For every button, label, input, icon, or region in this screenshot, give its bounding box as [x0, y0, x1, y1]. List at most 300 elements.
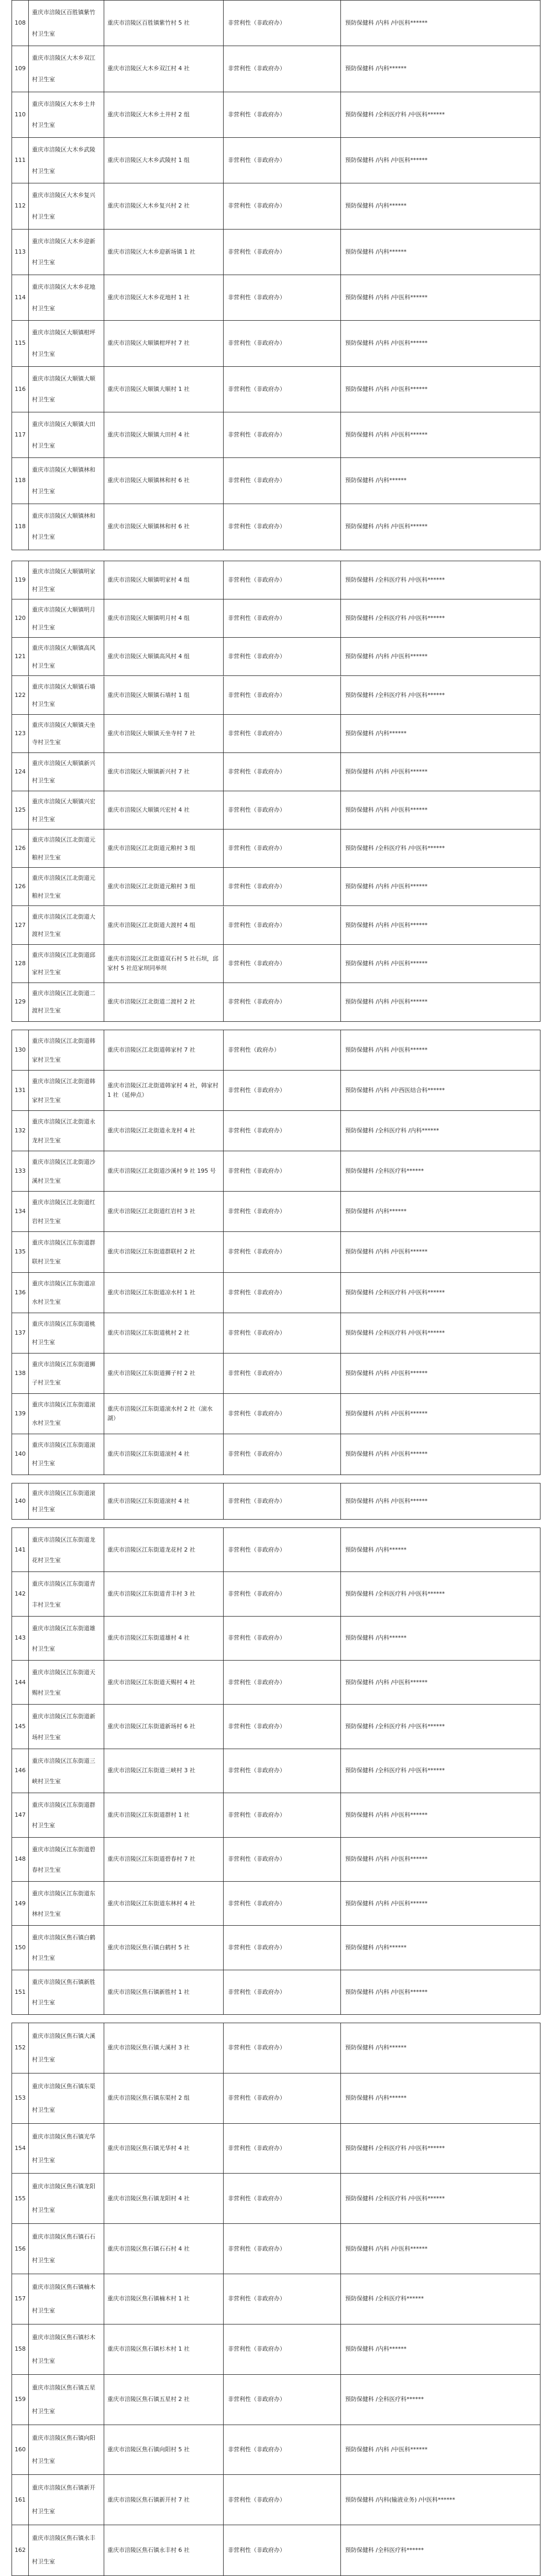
table-row: [12, 1030, 540, 1071]
service-scope-cell: [341, 2375, 541, 2425]
clinic-address: 重庆市涪陵区江北街道沙溪村 9 社 195 号: [107, 1167, 216, 1175]
service-scope: 预防保健科 /内科 /中医科******: [345, 1855, 428, 1863]
row-number: 122: [15, 691, 26, 698]
service-scope: 预防保健科 /内科******: [345, 1546, 407, 1553]
clinic-name: 重庆市涪陵区江东街道滚村卫生室: [32, 1441, 95, 1467]
table-row: [12, 868, 540, 906]
clinic-address: 重庆市涪陵区百胜镇紫竹村 5 社: [107, 19, 190, 27]
ownership-type: 非营利性（非政府办）: [228, 1087, 285, 1094]
service-scope-cell: [341, 753, 541, 791]
ownership-type: 非营利性（非政府办）: [228, 2295, 285, 2302]
clinic-name-cell: [29, 753, 104, 791]
ownership-type-cell: [224, 1970, 341, 2014]
clinic-address: 重庆市涪陵区大顺镇高风村 4 组: [107, 653, 190, 660]
row-number: 146: [15, 1767, 26, 1774]
service-scope: 预防保健科 /内科 /中医科******: [345, 1046, 428, 1054]
ownership-type-cell: [224, 275, 341, 320]
ownership-type-cell: [224, 561, 341, 599]
row-number-cell: [12, 138, 29, 183]
clinic-address-cell: [104, 2324, 224, 2374]
row-number: 131: [15, 1087, 26, 1094]
clinic-name: 重庆市涪陵区江北街道沙溪村卫生室: [32, 1159, 95, 1184]
row-number-cell: [12, 2475, 29, 2525]
row-number-cell: [12, 2274, 29, 2324]
table-row: [12, 1232, 540, 1272]
row-number-cell: [12, 230, 29, 275]
row-number-cell: [12, 1313, 29, 1353]
clinic-name: 重庆市涪陵区大木乡花地村卫生室: [32, 283, 95, 312]
service-scope: 预防保健科 /内科 /中医科******: [345, 340, 428, 347]
row-number: 129: [15, 998, 26, 1006]
service-scope-cell: [341, 1, 541, 46]
clinic-address-cell: [104, 1793, 224, 1837]
table-row: [12, 1483, 540, 1519]
row-number-cell: [12, 2174, 29, 2223]
clinic-name: 重庆市涪陵区焦石镇东渠村卫生室: [32, 2082, 95, 2113]
ownership-type: 非营利性（非政府办）: [228, 19, 285, 27]
clinic-name: 重庆市涪陵区焦石镇杉木村卫生室: [32, 2333, 95, 2364]
clinic-name: 重庆市涪陵区江东街道滚村卫生室: [32, 1490, 95, 1513]
ownership-type-cell: [224, 2375, 341, 2425]
row-number-cell: [12, 791, 29, 829]
clinic-name-cell: [29, 945, 104, 983]
ownership-type-cell: [224, 1313, 341, 1353]
row-number-cell: [12, 458, 29, 503]
clinic-address-cell: [104, 599, 224, 637]
service-scope: 预防保健科 /内科******: [345, 477, 407, 484]
clinic-address: 重庆市涪陵区焦石镇光华村 4 社: [107, 2145, 190, 2152]
clinic-name: 重庆市涪陵区焦石镇五星村卫生室: [32, 2384, 95, 2415]
table-row: [12, 1749, 540, 1793]
ownership-type: 非营利性（非政府办）: [228, 729, 285, 737]
service-scope-cell: [341, 1354, 541, 1393]
clinic-name-cell: [29, 1071, 104, 1110]
table-row: [12, 1273, 540, 1313]
row-number: 124: [15, 768, 26, 775]
row-number-cell: [12, 1111, 29, 1151]
clinic-name: 重庆市涪陵区焦石镇石石村卫生室: [32, 2233, 95, 2264]
clinic-address-cell: [104, 2023, 224, 2073]
ownership-type: 非营利性（非政府办）: [228, 523, 285, 530]
clinic-address-cell: [104, 715, 224, 752]
clinic-address: 重庆市涪陵区江东街道群村 1 社: [107, 1811, 190, 1818]
clinic-name: 重庆市涪陵区大木乡土井村卫生室: [32, 100, 95, 129]
row-number: 161: [15, 2496, 26, 2503]
table-row: [12, 458, 540, 504]
service-scope-cell: [341, 230, 541, 275]
ownership-type-cell: [224, 1394, 341, 1434]
service-scope-cell: [341, 715, 541, 752]
service-scope: 预防保健科 /内科 /中医科******: [345, 1678, 428, 1686]
row-number: 111: [15, 157, 26, 164]
service-scope: 预防保健科 /内科 /中医科******: [345, 1811, 428, 1818]
table-row: [12, 561, 540, 599]
service-scope-cell: [341, 1749, 541, 1793]
ownership-type: 非营利性（非政府办）: [228, 1811, 285, 1818]
table-row: [12, 1354, 540, 1394]
row-number: 133: [15, 1167, 26, 1175]
clinic-address-cell: [104, 945, 224, 983]
clinic-address-cell: [104, 92, 224, 137]
service-scope: 预防保健科 /全科医疗科 /中医科******: [345, 2145, 445, 2152]
ownership-type-cell: [224, 753, 341, 791]
clinic-address-cell: [104, 1882, 224, 1925]
ownership-type: 非营利性（非政府办）: [228, 65, 285, 72]
table-block: [12, 1483, 540, 1520]
clinic-address-cell: [104, 1434, 224, 1475]
clinic-address: 重庆市涪陵区大顺镇明家村 4 组: [107, 576, 190, 584]
ownership-type: 非营利性（非政府办）: [228, 1410, 285, 1417]
ownership-type: 非营利性（非政府办）: [228, 1723, 285, 1730]
ownership-type-cell: [224, 1151, 341, 1191]
clinic-address: 重庆市涪陵区焦石镇新胜村 1 社: [107, 1988, 190, 1995]
service-scope-cell: [341, 2174, 541, 2223]
row-number: 141: [15, 1546, 26, 1553]
row-number-cell: [12, 1793, 29, 1837]
ownership-type-cell: [224, 1661, 341, 1704]
clinic-name: 重庆市涪陵区大顺镇天坐寺村卫生室: [32, 721, 95, 746]
table-row: [12, 1970, 540, 2014]
clinic-name: 重庆市涪陵区大顺镇柑坪村卫生室: [32, 329, 95, 357]
ownership-type: 非营利性（非政府办）: [228, 2496, 285, 2503]
clinic-address: 重庆市涪陵区大木乡武陵村 1 组: [107, 157, 190, 164]
clinic-name-cell: [29, 138, 104, 183]
table-row: [12, 945, 540, 983]
clinic-address: 重庆市涪陵区江东街道东林村 4 社: [107, 1900, 195, 1907]
row-number-cell: [12, 1528, 29, 1571]
clinic-name-cell: [29, 1313, 104, 1353]
clinic-address-cell: [104, 1661, 224, 1704]
row-number-cell: [12, 1882, 29, 1925]
ownership-type-cell: [224, 2274, 341, 2324]
clinic-address: 重庆市涪陵区江北街道元粮村 3 组: [107, 845, 195, 852]
clinic-address: 重庆市涪陵区焦石镇东渠村 2 组: [107, 2094, 190, 2102]
ownership-type-cell: [224, 1071, 341, 1110]
clinic-address-cell: [104, 458, 224, 503]
clinic-name: 重庆市涪陵区大顺镇新兴村卫生室: [32, 759, 95, 784]
row-number-cell: [12, 2425, 29, 2475]
row-number-cell: [12, 868, 29, 905]
clinic-name-cell: [29, 504, 104, 550]
clinic-name-cell: [29, 1, 104, 46]
service-scope: 预防保健科 /内科******: [345, 1634, 407, 1642]
row-number-cell: [12, 1354, 29, 1393]
table-row: [12, 715, 540, 753]
clinic-address-cell: [104, 275, 224, 320]
table-row: [12, 1111, 540, 1151]
service-scope-cell: [341, 138, 541, 183]
service-scope: 预防保健科 /全科医疗科******: [345, 2547, 424, 2554]
row-number: 154: [15, 2145, 26, 2152]
clinic-address: 重庆市涪陵区大木乡双江村 4 社: [107, 65, 190, 72]
clinic-address-cell: [104, 1192, 224, 1231]
clinic-name: 重庆市涪陵区焦石镇白鹤村卫生室: [32, 1934, 95, 1962]
table-row: [12, 138, 540, 183]
row-number-cell: [12, 1617, 29, 1660]
clinic-address-cell: [104, 1, 224, 46]
clinic-address-cell: [104, 2073, 224, 2123]
clinic-address: 重庆市涪陵区大顺镇大田村 4 社: [107, 431, 190, 439]
table-row: [12, 2525, 540, 2575]
service-scope: 预防保健科 /内科 /中医科******: [345, 1410, 428, 1417]
clinic-address-cell: [104, 1151, 224, 1191]
service-scope-cell: [341, 1705, 541, 1748]
clinic-address: 重庆市涪陵区大顺镇兴宏村 4 社: [107, 806, 190, 814]
ownership-type: 非营利性（非政府办）: [228, 1767, 285, 1774]
clinic-name: 重庆市涪陵区焦石镇楠木村卫生室: [32, 2284, 95, 2314]
service-scope: 预防保健科 /内科******: [345, 1944, 407, 1951]
row-number: 108: [15, 19, 26, 27]
service-scope-cell: [341, 46, 541, 91]
service-scope-cell: [341, 2475, 541, 2525]
clinic-name-cell: [29, 1354, 104, 1393]
clinic-address: 重庆市涪陵区焦石镇楠木村 1 社: [107, 2295, 190, 2302]
row-number: 132: [15, 1127, 26, 1134]
row-number: 130: [15, 1046, 26, 1054]
row-number-cell: [12, 275, 29, 320]
service-scope-cell: [341, 676, 541, 714]
row-number: 126: [15, 845, 26, 852]
service-scope: 预防保健科 /内科 /中医科******: [345, 385, 428, 392]
service-scope: 预防保健科 /内科 /中医科******: [345, 921, 428, 929]
ownership-type-cell: [224, 791, 341, 829]
service-scope-cell: [341, 1030, 541, 1070]
clinic-name-cell: [29, 676, 104, 714]
table-row: [12, 2023, 540, 2073]
clinic-name-cell: [29, 868, 104, 905]
clinic-address-cell: [104, 1838, 224, 1881]
clinic-name-cell: [29, 1192, 104, 1231]
table-row: [12, 1882, 540, 1926]
service-scope-cell: [341, 1394, 541, 1434]
clinic-address: 重庆市涪陵区焦石镇白鹤村 5 社: [107, 1944, 190, 1951]
clinic-address: 重庆市涪陵区江东街道狮子村 2 社: [107, 1369, 195, 1377]
row-number-cell: [12, 1661, 29, 1704]
row-number-cell: [12, 1394, 29, 1434]
ownership-type-cell: [224, 1926, 341, 1969]
clinic-address-cell: [104, 868, 224, 905]
ownership-type-cell: [224, 1483, 341, 1519]
clinic-address-cell: [104, 1232, 224, 1272]
clinic-name: 重庆市涪陵区江北街道元粮村卫生室: [32, 836, 95, 861]
clinic-name: 重庆市涪陵区焦石镇光华村卫生室: [32, 2133, 95, 2164]
ownership-type: 非营利性（非政府办）: [228, 1590, 285, 1598]
service-scope-cell: [341, 599, 541, 637]
service-scope: 预防保健科 /全科医疗科 /中医科******: [345, 1289, 445, 1296]
row-number: 151: [15, 1988, 26, 1995]
clinic-address-cell: [104, 791, 224, 829]
clinic-address-cell: [104, 504, 224, 550]
clinic-address-cell: [104, 829, 224, 867]
ownership-type-cell: [224, 1572, 341, 1616]
clinic-address: 重庆市涪陵区焦石镇石石村 4 社: [107, 2245, 190, 2252]
table-row: [12, 1071, 540, 1111]
clinic-address: 重庆市涪陵区江东街道桃村 2 社: [107, 1329, 190, 1336]
clinic-name: 重庆市涪陵区大木乡迎新村卫生室: [32, 237, 95, 266]
clinic-address: 重庆市涪陵区江东街道新场村 6 社: [107, 1723, 195, 1730]
table-row: [12, 230, 540, 275]
service-scope: 预防保健科 /全科医疗科 /中医科******: [345, 1767, 445, 1774]
row-number-cell: [12, 1572, 29, 1616]
ownership-type-cell: [224, 1111, 341, 1151]
service-scope: 预防保健科 /内科 /中医科******: [345, 1900, 428, 1907]
ownership-type-cell: [224, 183, 341, 228]
ownership-type-cell: [224, 715, 341, 752]
clinic-name-cell: [29, 275, 104, 320]
clinic-address-cell: [104, 1483, 224, 1519]
service-scope-cell: [341, 1572, 541, 1616]
ownership-type: 非营利性（非政府办）: [228, 2145, 285, 2152]
clinic-name: 重庆市涪陵区焦石镇新胜村卫生室: [32, 1978, 95, 2006]
table-row: [12, 907, 540, 945]
row-number: 135: [15, 1248, 26, 1256]
ownership-type-cell: [224, 907, 341, 944]
clinic-address-cell: [104, 676, 224, 714]
clinic-name: 重庆市涪陵区江北街道韩家村卫生室: [32, 1038, 95, 1063]
clinic-name: 重庆市涪陵区百胜镇紫竹村卫生室: [32, 9, 95, 37]
clinic-name: 重庆市涪陵区江东街道东林村卫生室: [32, 1890, 95, 1918]
clinic-address: 重庆市涪陵区江东街道雄村 4 社: [107, 1634, 190, 1642]
table-row: [12, 1, 540, 46]
service-scope-cell: [341, 2324, 541, 2374]
service-scope: 预防保健科 /内科 /中医科******: [345, 768, 428, 775]
ownership-type-cell: [224, 2073, 341, 2123]
clinic-name-cell: [29, 2023, 104, 2073]
ownership-type-cell: [224, 2124, 341, 2174]
ownership-type-cell: [224, 2475, 341, 2525]
table-row: [12, 2375, 540, 2425]
table-row: [12, 92, 540, 138]
ownership-type: 非营利性（非政府办）: [228, 1546, 285, 1553]
row-number: 116: [15, 385, 26, 392]
clinic-address-cell: [104, 2274, 224, 2324]
row-number-cell: [12, 753, 29, 791]
ownership-type-cell: [224, 1705, 341, 1748]
table-row: [12, 504, 540, 550]
clinic-address: 重庆市涪陵区江东街道龙花村 2 社: [107, 1546, 195, 1553]
clinic-name-cell: [29, 2525, 104, 2575]
service-scope: 预防保健科 /内科******: [345, 2345, 407, 2353]
table-row: [12, 1313, 540, 1354]
service-scope: 预防保健科 /全科医疗科 /中医科******: [345, 111, 445, 118]
clinic-name: 重庆市涪陵区焦石镇新开村卫生室: [32, 2484, 95, 2515]
clinic-address-cell: [104, 2425, 224, 2475]
clinic-name: 重庆市涪陵区江东街道群村卫生室: [32, 1802, 95, 1829]
table-row: [12, 1192, 540, 1232]
table-row: [12, 1838, 540, 1882]
service-scope: 预防保健科 /全科医疗科 /中医科******: [345, 576, 445, 584]
clinic-address: 重庆市涪陵区江北街道韩家村 4 社，韩家村 1 社（延伸点）: [107, 1082, 218, 1099]
row-number: 140: [15, 1498, 26, 1504]
clinic-address-cell: [104, 2174, 224, 2223]
row-number-cell: [12, 676, 29, 714]
clinic-address-cell: [104, 907, 224, 944]
ownership-type: 非营利性（非政府办）: [228, 1450, 285, 1458]
service-scope: 预防保健科 /内科 /中医科******: [345, 523, 428, 530]
row-number-cell: [12, 638, 29, 675]
clinic-name: 重庆市涪陵区江东街道狮子村卫生室: [32, 1360, 95, 1387]
row-number-cell: [12, 1071, 29, 1110]
clinic-address-cell: [104, 2475, 224, 2525]
row-number: 158: [15, 2345, 26, 2353]
clinic-address-cell: [104, 753, 224, 791]
table-row: [12, 321, 540, 366]
table-row: [12, 2425, 540, 2475]
row-number-cell: [12, 2224, 29, 2274]
clinic-name-cell: [29, 1572, 104, 1616]
clinic-address-cell: [104, 138, 224, 183]
service-scope-cell: [341, 791, 541, 829]
clinic-name: 重庆市涪陵区大木乡复兴村卫生室: [32, 192, 95, 220]
row-number: 144: [15, 1678, 26, 1686]
row-number-cell: [12, 1749, 29, 1793]
clinic-address: 重庆市涪陵区大木乡复兴村 2 社: [107, 202, 190, 210]
clinic-address: 重庆市涪陵区焦石镇五星村 2 社: [107, 2396, 190, 2403]
service-scope-cell: [341, 321, 541, 366]
ownership-type: 非营利性（非政府办）: [228, 1988, 285, 1995]
service-scope-cell: [341, 504, 541, 550]
row-number: 136: [15, 1289, 26, 1296]
table-row: [12, 1434, 540, 1475]
row-number: 117: [15, 431, 26, 439]
row-number: 119: [15, 576, 26, 584]
service-scope-cell: [341, 1970, 541, 2014]
table-row: [12, 638, 540, 676]
clinic-name: 重庆市涪陵区江东街道龙花村卫生室: [32, 1536, 95, 1564]
clinic-address: 重庆市涪陵区焦石镇永丰村 6 社: [107, 2547, 190, 2554]
table-row: [12, 1705, 540, 1749]
ownership-type: 非营利性（非政府办）: [228, 340, 285, 347]
ownership-type: 非营利性（非政府办）: [228, 768, 285, 775]
clinic-address: 重庆市涪陵区焦石镇新开村 7 社: [107, 2496, 190, 2503]
table-row: [12, 753, 540, 791]
ownership-type: 非营利性（非政府办）: [228, 1498, 285, 1504]
service-scope: 预防保健科 /全科医疗科 /中医科******: [345, 1723, 445, 1730]
service-scope: 预防保健科 /内科******: [345, 2044, 407, 2051]
row-number: 140: [15, 1450, 26, 1458]
service-scope: 预防保健科 /全科医疗科******: [345, 1167, 424, 1175]
ownership-type: 非营利性（非政府办）: [228, 1900, 285, 1907]
clinic-address: 重庆市涪陵区江东街道青丰村 3 社: [107, 1590, 195, 1598]
ownership-type: 非营利性（非政府办）: [228, 2044, 285, 2051]
row-number: 109: [15, 65, 26, 72]
clinic-name: 重庆市涪陵区江东街道新场村卫生室: [32, 1713, 95, 1741]
service-scope-cell: [341, 1273, 541, 1313]
row-number: 145: [15, 1723, 26, 1730]
service-scope: 预防保健科 /内科 /中医科******: [345, 883, 428, 890]
clinic-address: 重庆市涪陵区江北街道双石村 5 社石坝，邱家村 5 社范家坝同举坝: [107, 955, 218, 972]
row-number-cell: [12, 412, 29, 457]
clinic-address: 重庆市涪陵区大顺镇林和村 6 社: [107, 477, 190, 484]
ownership-type-cell: [224, 945, 341, 983]
clinic-address-cell: [104, 321, 224, 366]
table-row: [12, 2073, 540, 2124]
clinic-name: 重庆市涪陵区江北街道大渡村卫生室: [32, 913, 95, 938]
clinic-address-cell: [104, 1030, 224, 1070]
row-number: 162: [15, 2547, 26, 2554]
clinic-name-cell: [29, 1970, 104, 2014]
table-row: [12, 2174, 540, 2224]
row-number: 121: [15, 653, 26, 660]
service-scope-cell: [341, 1313, 541, 1353]
clinic-name-cell: [29, 1926, 104, 1969]
clinic-address: 重庆市涪陵区江东街道滚水村 2 社（滚水湖）: [107, 1405, 213, 1422]
row-number-cell: [12, 907, 29, 944]
service-scope: 预防保健科 /内科 /中医科******: [345, 1988, 428, 1995]
row-number: 142: [15, 1590, 26, 1598]
clinic-name-cell: [29, 1030, 104, 1070]
row-number: 155: [15, 2195, 26, 2202]
